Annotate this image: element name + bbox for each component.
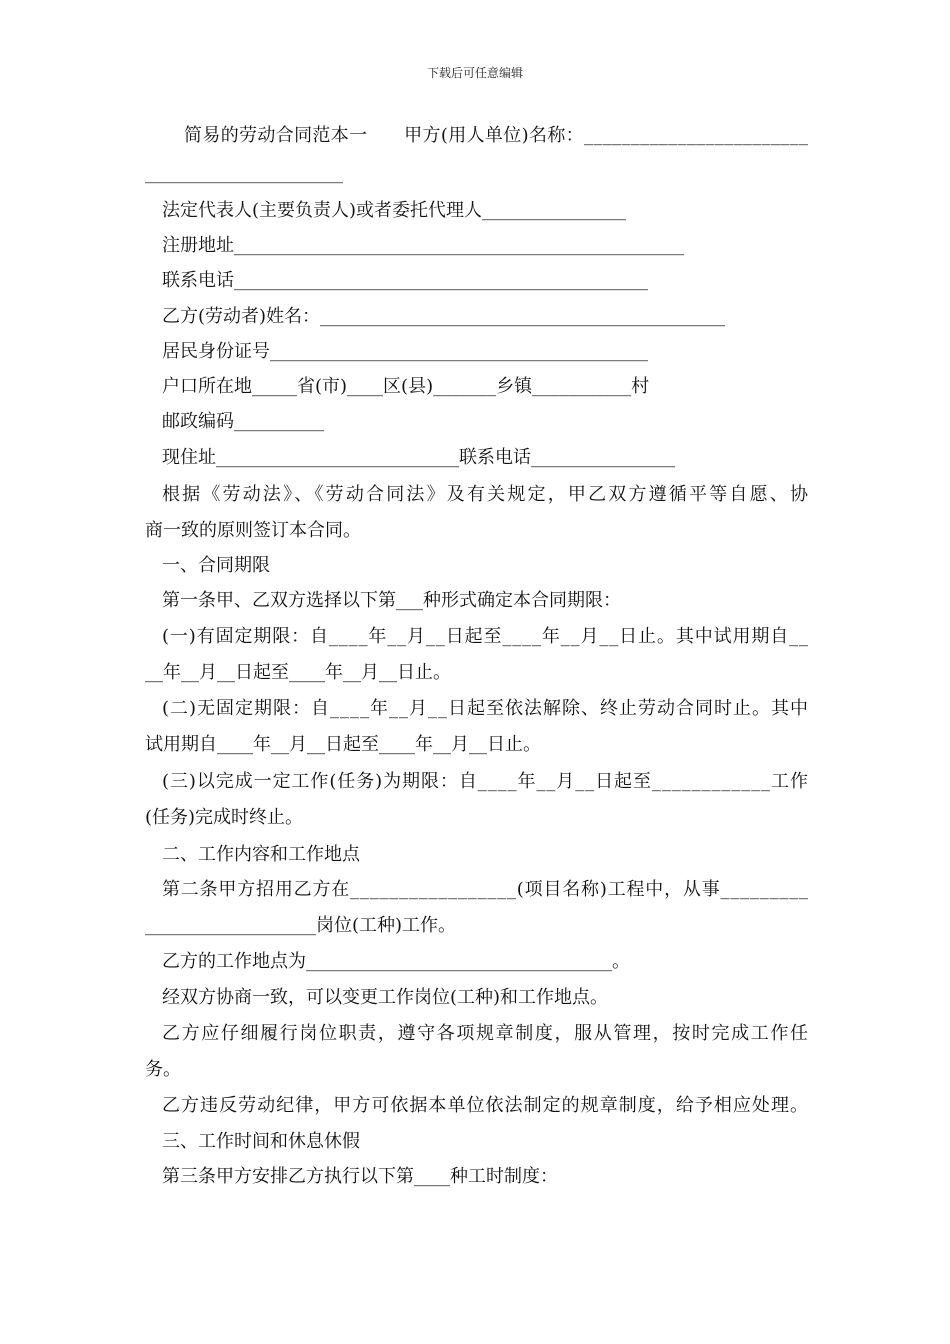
- section-2-heading: 二、工作内容和工作地点: [162, 844, 360, 865]
- title-line: 简易的劳动合同范本一 甲方(用人单位)名称：________________________: [184, 125, 809, 146]
- duties-line-2: 务。: [145, 1059, 181, 1080]
- page-header: 下载后可任意编辑: [426, 66, 523, 80]
- preamble-line-1: 根据《劳动法》、《劳动合同法》及有关规定，甲乙双方遵循平等自愿、协: [162, 484, 811, 505]
- postal-code-line: 邮政编码__________: [162, 411, 324, 432]
- household-registration-line: 户口所在地_____省(市)____区(县)_______乡镇___________村: [162, 376, 650, 397]
- article-2-line-1: 第二条甲方招用乙方在_________________(项目名称)工程中，从事_________: [162, 879, 809, 900]
- current-address-line: 现住址___________________________联系电话________________: [162, 447, 675, 468]
- id-number-line: 居民身份证号__________________________________________: [162, 341, 648, 362]
- open-term-line-1: (二)无固定期限：自____年__月__日起至依法解除、终止劳动合同时止。其中: [162, 698, 809, 719]
- preamble-line-2: 商一致的原则签订本合同。: [145, 520, 361, 541]
- work-location-line: 乙方的工作地点为__________________________________。: [162, 951, 630, 972]
- legal-representative-line: 法定代表人(主要负责人)或者委托代理人________________: [162, 200, 627, 221]
- party-a-name-line-2: ______________________: [145, 163, 343, 184]
- task-term-line-1: (三)以完成一定工作(任务)为期限：自____年__月__日起至____________工作: [162, 771, 809, 792]
- registered-address-line: 注册地址__________________________________________________: [162, 235, 684, 256]
- article-2-line-2: ___________________岗位(工种)工作。: [145, 915, 457, 936]
- section-1-heading: 一、合同期限: [162, 555, 270, 576]
- section-3-heading: 三、工作时间和休息休假: [162, 1131, 360, 1152]
- article-3-line: 第三条甲方安排乙方执行以下第____种工时制度：: [162, 1166, 558, 1187]
- duties-line-1: 乙方应仔细履行岗位职责，遵守各项规章制度，服从管理，按时完成工作任: [162, 1023, 810, 1044]
- discipline-line: 乙方违反劳动纪律，甲方可依据本单位依法制定的规章制度，给予相应处理。: [162, 1095, 810, 1116]
- fixed-term-line-1: (一)有固定期限：自____年__月__日起至____年__月__日止。其中试用期自__: [162, 626, 809, 647]
- open-term-line-2: 试用期自____年__月__日起至____年__月__日止。: [145, 734, 541, 755]
- task-term-line-2: (任务)完成时终止。: [145, 807, 304, 828]
- change-agreement-line: 经双方协商一致，可以变更工作岗位(工种)和工作地点。: [162, 987, 609, 1008]
- contact-phone-line: 联系电话______________________________________________: [162, 270, 648, 291]
- party-b-name-line: 乙方(劳动者)姓名：_____________________________________________: [162, 306, 726, 327]
- article-1-line: 第一条甲、乙双方选择以下第___种形式确定本合同期限：: [162, 590, 621, 611]
- fixed-term-line-2: __年__月__日起至____年__月__日止。: [145, 662, 451, 683]
